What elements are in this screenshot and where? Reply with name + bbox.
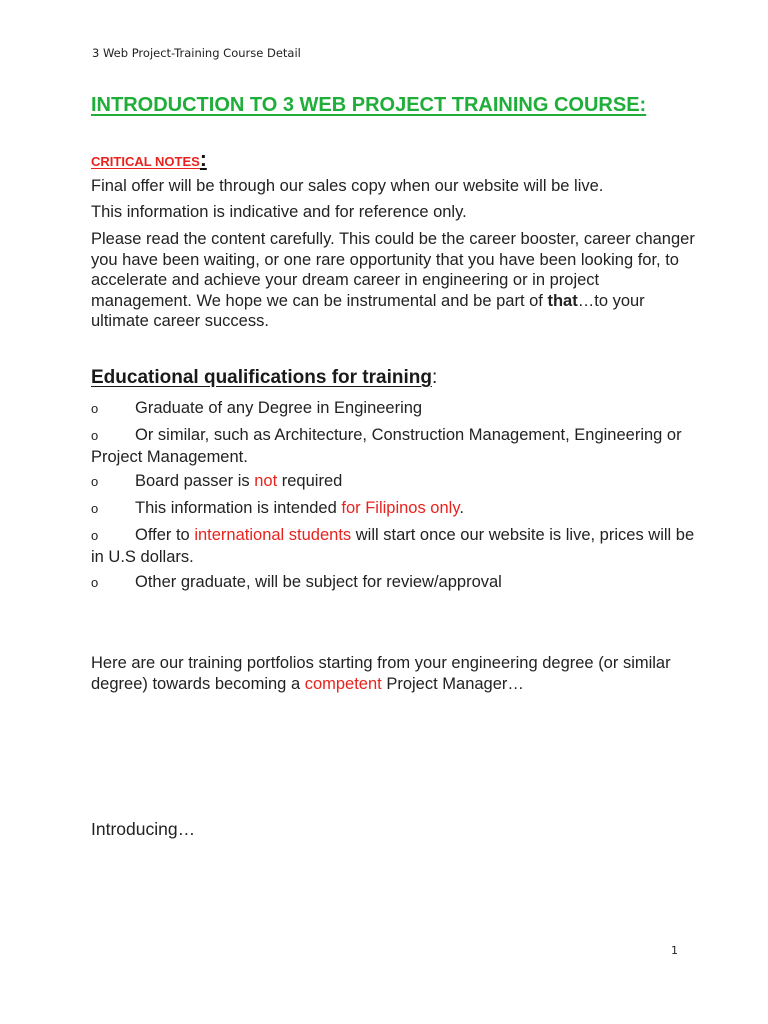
page-header: 3 Web Project-Training Course Detail	[92, 46, 301, 60]
critical-notes-colon: :	[199, 148, 207, 171]
list-item	[91, 471, 701, 493]
list-item-highlight: not	[254, 472, 278, 490]
paragraph-career-booster-bold: that	[547, 291, 578, 310]
education-heading	[91, 367, 437, 389]
bullet-icon: o	[91, 401, 99, 416]
list-item-text: This information is intended	[135, 499, 342, 517]
list-item-text: Or similar, such as Architecture, Construction Management, Engineering or Project Management.	[91, 426, 682, 466]
list-item-text-end: required	[277, 472, 343, 490]
portfolio-highlight: competent	[304, 675, 382, 693]
bullet-icon: o	[91, 528, 99, 543]
list-item	[91, 398, 701, 420]
list-item	[91, 525, 701, 567]
page-number: 1	[671, 944, 678, 957]
bullet-icon: o	[91, 575, 99, 590]
list-item	[91, 572, 701, 594]
list-item-text: Other graduate, will be subject for review/approval	[135, 573, 502, 591]
list-item-highlight: international students	[194, 526, 352, 544]
paragraph-career-booster-text: Please read the content carefully. This could be the career booster, career changer you have been waiting, or one rare opportunity that you have been looking for, to accelerate and achieve your dream career in engineering or in project management. We hope we can be instrumental and be part of	[91, 230, 695, 310]
paragraph-career-booster	[91, 229, 701, 332]
portfolio-paragraph	[91, 653, 691, 695]
list-item-text-end: will start once our website is live, prices will be in U.S dollars.	[91, 526, 695, 566]
document-title: INTRODUCTION TO 3 WEB PROJECT TRAINING COURSE:	[91, 94, 647, 116]
portfolio-text-end: Project Manager…	[381, 675, 524, 693]
portfolio-text: Here are our training portfolios starting from your engineering degree (or similar degree) towards becoming a	[91, 654, 671, 693]
critical-notes-label: CRITICAL NOTES	[91, 154, 200, 169]
list-item-highlight: for Filipinos only	[341, 499, 460, 517]
list-item	[91, 425, 701, 467]
critical-notes-heading	[91, 148, 207, 172]
paragraph-indicative: This information is indicative and for reference only.	[91, 203, 467, 221]
education-heading-colon: :	[431, 367, 438, 388]
paragraph-final-offer: Final offer will be through our sales copy when our website will be live.	[91, 177, 604, 195]
introducing-text: Introducing…	[91, 819, 196, 839]
list-item	[91, 498, 701, 520]
list-item-text-end: .	[459, 499, 464, 517]
list-item-text: Graduate of any Degree in Engineering	[135, 399, 423, 417]
bullet-icon: o	[91, 474, 99, 489]
paragraph-career-booster-end: …to your ultimate career success.	[91, 291, 645, 330]
bullet-icon: o	[91, 428, 99, 443]
list-item-text: Board passer is	[135, 472, 255, 490]
list-item-text: Offer to	[135, 526, 195, 544]
education-heading-text: Educational qualifications for training	[91, 367, 432, 388]
bullet-icon: o	[91, 501, 99, 516]
